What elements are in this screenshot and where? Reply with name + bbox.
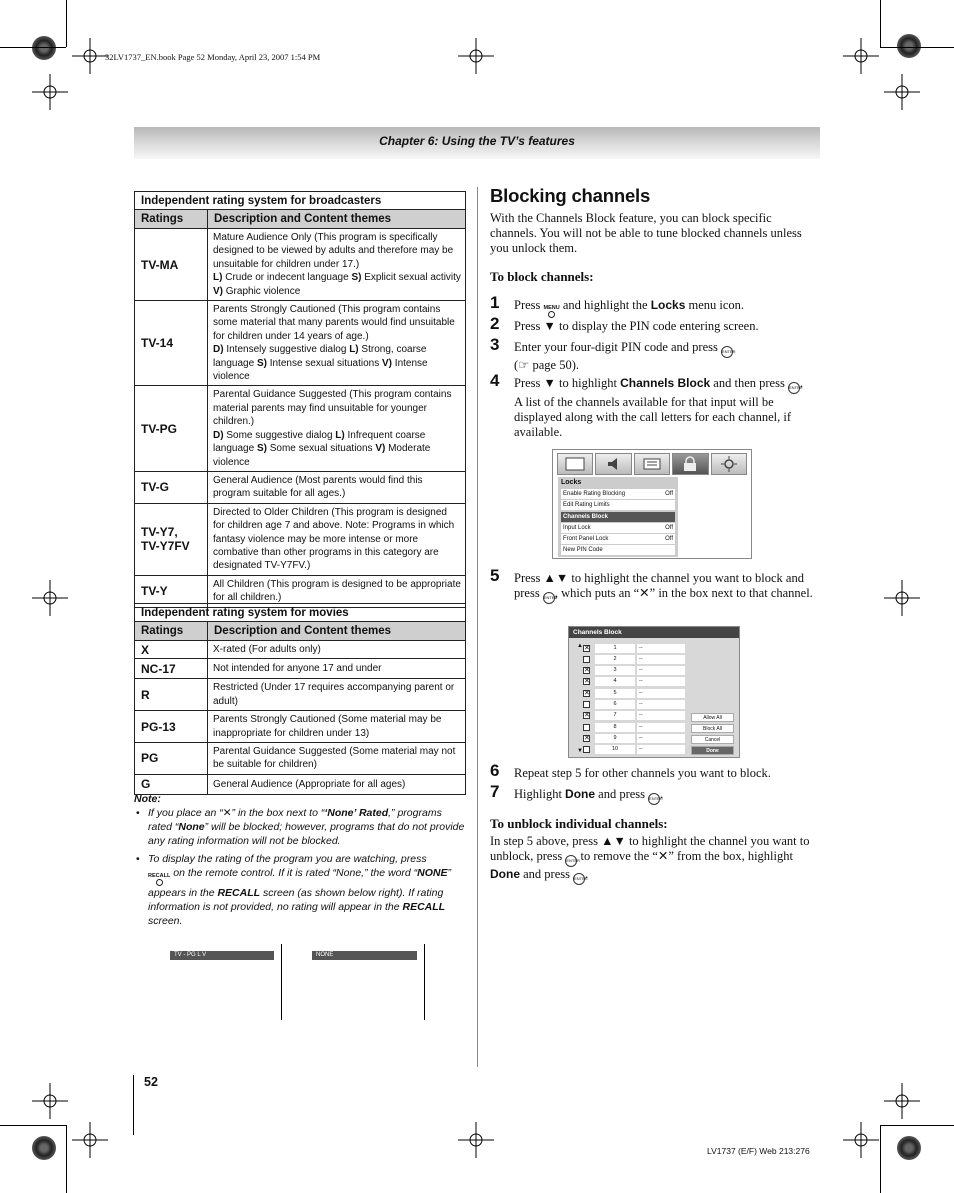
rating-code: TV-Y7, TV-Y7FV [135,503,208,575]
rating-description: Parental Guidance Suggested (Some material may not be suitable for children) [208,743,466,775]
registration-mark [884,74,920,110]
rating-code: TV-14 [135,301,208,386]
channel-row[interactable] [583,711,685,721]
table-row [135,301,466,386]
locks-menu-item[interactable]: Enable Rating Blocking Off [563,491,673,497]
options-menu-icon [711,453,747,475]
scroll-down-arrow-icon[interactable]: ▼ [577,748,583,754]
lock-menu-icon [672,453,708,475]
color-wheel-mark [897,1136,921,1160]
channel-row[interactable] [583,745,685,755]
channel-call-letters: -- [637,711,685,720]
step-number: 5 [490,566,500,585]
channel-call-letters: -- [637,666,685,675]
enter-button-icon: ENTER [788,382,800,394]
locks-menu-item[interactable]: Input Lock Off [563,524,673,531]
rating-description: X-rated (For adults only) [208,641,466,659]
rating-description: Mature Audience Only (This program is specifically designed to be viewed by adults and therefore may be unsuitable for children under 17.) L) Crude or indecent language S) Explicit sexual activity V) Graphic violence [208,229,466,301]
step-6-text: Repeat step 5 for other channels you want to block. [514,766,771,780]
page-number: 52 [144,1075,158,1089]
channel-row[interactable] [583,666,685,676]
channel-call-letters: -- [637,655,685,664]
channel-number: 8 [595,723,635,732]
themes: L) Crude or indecent language S) Explicit sexual activity V) Graphic violence [213,272,461,297]
note-item: • If you place an “✕” in the box next to “‘None’ Rated,” programs rated “None” will be blocked; however, programs that do not provide any rating information will not be blocked. [136,806,468,848]
setup-menu-icon [634,453,670,475]
rating-code: PG [135,743,208,775]
rating-description: Parental Guidance Suggested (This program contains material parents may find unsuitable for younger children.) D) Some suggestive dialog L) Infrequent coarse language S) Some sexual situations V) Moderate violence [208,386,466,471]
col-header-ratings: Ratings [135,210,208,229]
channel-block-checkbox[interactable] [583,678,590,685]
crop-line [880,1125,881,1193]
done-button[interactable]: Done [691,746,734,755]
locks-menu-item[interactable]: New PIN Code [561,545,675,555]
channel-call-letters: -- [637,723,685,732]
registration-mark [458,38,494,74]
channel-call-letters: -- [637,644,685,653]
intro-paragraph: With the Channels Block feature, you can block specific channels. You will not be able to tune blocked channels unless you unlock them. [490,211,802,255]
table-row [135,743,466,775]
footer-code: LV1737 (E/F) Web 213:276 [707,1146,810,1156]
table-row [135,679,466,711]
rating-code: PG-13 [135,711,208,743]
step-7-text: Highlight Done and press ENTER. [514,787,824,805]
unblock-paragraph: In step 5 above, press ▲▼ to highlight the channel you want to unblock, press ENTER to remove the “✕” from the box, highlight Done and press ENTER. [490,834,825,885]
channel-block-checkbox[interactable] [583,724,590,731]
note-item: • To display the rating of the program you are watching, press RECALL on the remote control. If it is rated “None,” the word “NONE” appears in the RECALL screen (as shown below right). If rating information is not provided, no rating will appear in the RECALL screen. [136,852,468,928]
table-row [135,774,466,794]
rating-description: Restricted (Under 17 requires accompanying parent or adult) [208,679,466,711]
registration-mark [884,1083,920,1119]
crop-line [880,1125,954,1126]
channel-block-checkbox[interactable] [583,701,590,708]
channel-block-checkbox[interactable] [583,645,590,652]
enter-button-icon: ENTER [573,873,585,885]
rating-description: General Audience (Most parents would find this program suitable for all ages.) [208,471,466,503]
step-number: 6 [490,761,500,780]
page-number-rule [133,1075,134,1135]
crop-line [0,47,66,48]
color-wheel-mark [32,1136,56,1160]
channel-block-checkbox[interactable] [583,690,590,697]
step-2-text: Press ▼ to display the PIN code entering screen. [514,319,759,333]
channel-row[interactable] [583,733,685,743]
registration-mark [32,74,68,110]
table-caption: Independent rating system for movies [135,604,466,622]
channels-block-screen [568,626,740,758]
rating-code: G [135,774,208,794]
channel-number: 2 [595,655,635,664]
note-list [136,806,468,932]
recall-screen-none [312,944,425,1020]
rating-code: TV-Y [135,575,208,607]
rating-code: TV-G [135,471,208,503]
channel-call-letters: -- [637,745,685,754]
table-row [135,471,466,503]
channel-block-checkbox[interactable] [583,656,590,663]
broadcast-rating-table [134,191,466,608]
locks-menu-item-selected[interactable]: Channels Block [561,512,675,522]
color-wheel-mark [32,36,56,60]
step-number: 3 [490,335,500,354]
rating-description: General Audience (Appropriate for all ages) [208,774,466,794]
registration-mark [72,1122,108,1158]
channel-list [583,643,685,756]
registration-mark [32,1083,68,1119]
locks-menu-item[interactable]: Edit Rating Limits [561,500,675,510]
book-info-line: 32LV1737_EN.book Page 52 Monday, April 23, 2007 1:54 PM [105,52,321,62]
registration-mark [72,38,108,74]
rating-code: R [135,679,208,711]
step-number: 1 [490,293,500,312]
themes: D) Some suggestive dialog L) Infrequent coarse language S) Some sexual situations V) Moderate violence [213,429,431,468]
themes: D) Intensely suggestive dialog L) Strong, coarse language S) Intense sexual situations V) Intense violence [213,344,428,383]
note-heading: Note: [134,793,161,805]
crop-line [0,1125,66,1126]
rating-description: All Children (This program is designed to be appropriate for all children.) [208,575,466,607]
recall-bar: TV - PG L V [170,951,274,960]
table-row [135,229,466,301]
rating-description: Directed to Older Children (This program is designed for children age 7 and above. Note: Programs in which fantasy violence may be more intense or more combative than other programs in this category are designated TV-Y7FV.) [208,503,466,575]
channel-row[interactable] [583,643,685,653]
step-3-text: Enter your four-digit PIN code and press ENTER (☞ page 50). [514,340,736,372]
channel-call-letters: -- [637,700,685,709]
to-unblock-heading: To unblock individual channels: [490,816,668,831]
locks-panel-title: Locks [561,479,582,486]
scroll-up-arrow-icon[interactable]: ▲ [577,643,583,649]
channel-number: 7 [595,711,635,720]
rating-description: Parents Strongly Cautioned (This program contains some material that many parents would find unsuitable for children under 14 years of age.) D) Intensely suggestive dialog L) Strong, coarse language S) Intense sexual situations V) Intense violence [208,301,466,386]
channel-number: 1 [595,644,635,653]
locks-panel [558,477,678,557]
channel-number: 3 [595,666,635,675]
channel-call-letters: -- [637,689,685,698]
step-4-text: Press ▼ to highlight Channels Block and then press ENTER. [514,376,824,394]
section-title: Blocking channels [490,185,651,206]
col-header-ratings: Ratings [135,622,208,641]
cancel-button[interactable]: Cancel [691,735,734,744]
channel-call-letters: -- [637,677,685,686]
step-number: 4 [490,371,500,390]
channel-block-checkbox[interactable] [583,746,590,753]
channel-row[interactable] [583,654,685,664]
channel-number: 5 [595,689,635,698]
channel-block-checkbox[interactable] [583,735,590,742]
channel-number: 6 [595,700,635,709]
rating-description: Not intended for anyone 17 and under [208,659,466,679]
channel-row[interactable] [583,699,685,709]
enter-button-icon: ENTER [543,592,555,604]
col-header-description: Description and Content themes [208,622,466,641]
rating-description: Parents Strongly Cautioned (Some material may be inappropriate for children under 13) [208,711,466,743]
channel-row[interactable] [583,677,685,687]
channel-number: 4 [595,677,635,686]
rating-code: X [135,641,208,659]
step-4-paragraph: A list of the channels available for that input will be displayed along with the call letters for each channel, if available. [514,395,791,439]
channel-call-letters: -- [637,734,685,743]
channels-block-buttons [691,713,734,757]
crop-line [880,47,954,48]
audio-menu-icon [595,453,631,475]
step-5-text: Press ▲▼ to highlight the channel you want to block and press ENTER, which puts an “✕” in the box next to that channel. [514,571,824,604]
locks-menu-item[interactable]: Front Panel Lock Off [563,536,673,543]
enter-button-icon: ENTER [721,346,733,358]
col-header-description: Description and Content themes [208,210,466,229]
color-wheel-mark [897,34,921,58]
registration-mark [458,1122,494,1158]
step-number: 7 [490,782,500,801]
menu-button-icon: MENU [544,305,560,318]
crop-line [66,0,67,47]
registration-mark [884,580,920,616]
step-1-text: Press MENU and highlight the Locks menu icon. [514,298,824,318]
recall-button-icon: RECALL [148,873,170,886]
table-row [135,711,466,743]
table-caption: Independent rating system for broadcasters [135,192,466,210]
recall-screen-rated [170,944,282,1020]
movie-rating-table [134,603,466,795]
channel-block-checkbox[interactable] [583,712,590,719]
crop-line [880,0,881,47]
registration-mark [843,38,879,74]
to-block-heading: To block channels: [490,269,594,284]
table-row [135,659,466,679]
registration-mark [843,1122,879,1158]
crop-line [66,1125,67,1193]
registration-mark [32,580,68,616]
channel-number: 9 [595,734,635,743]
allow-all-button[interactable]: Allow All [691,713,734,722]
channel-row[interactable] [583,688,685,698]
recall-bar: NONE [312,951,417,960]
channels-block-title: Channels Block [569,627,739,638]
table-row [135,503,466,575]
rating-code: TV-MA [135,229,208,301]
locks-menu-screen [552,449,752,559]
rating-code: TV-PG [135,386,208,471]
rating-code: NC-17 [135,659,208,679]
enter-button-icon: ENTER [648,793,660,805]
table-row [135,641,466,659]
chapter-title: Chapter 6: Using the TV’s features [379,134,575,148]
channel-block-checkbox[interactable] [583,667,590,674]
channel-number: 10 [595,745,635,754]
column-divider [477,187,478,1067]
picture-menu-icon [557,453,593,475]
step-number: 2 [490,314,500,333]
channel-row[interactable] [583,722,685,732]
block-all-button[interactable]: Block All [691,724,734,733]
table-row [135,386,466,471]
menu-icon-bar [557,453,747,475]
enter-button-icon: ENTER [565,855,577,867]
